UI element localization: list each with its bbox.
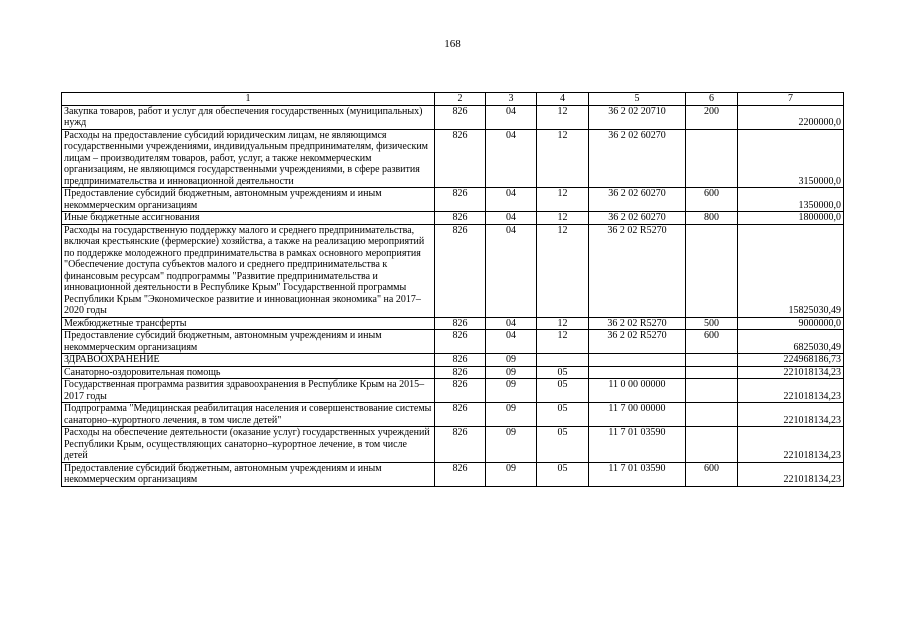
row-target-article-cell: 11 7 00 00000 (589, 403, 686, 427)
row-amount-cell: 3150000,0 (738, 129, 844, 188)
row-expense-type-cell (686, 224, 738, 317)
row-subsection-cell: 05 (537, 379, 589, 403)
row-amount-cell: 221018134,23 (738, 403, 844, 427)
row-target-article-cell: 36 2 02 20710 (589, 105, 686, 129)
row-name-cell: Иные бюджетные ассигнования (62, 212, 435, 225)
header-cell: 3 (486, 93, 537, 106)
row-name-cell: Предоставление субсидий бюджетным, автономным учреждениям и иным некоммерческим организациям (62, 330, 435, 354)
row-name-cell: Межбюджетные трансферты (62, 317, 435, 330)
row-name-cell: Государственная программа развития здравоохранения в Республике Крым на 2015–2017 годы (62, 379, 435, 403)
header-cell: 7 (738, 93, 844, 106)
row-subsection-cell: 05 (537, 366, 589, 379)
table-row (62, 379, 844, 403)
table-row (62, 330, 844, 354)
table-row (62, 403, 844, 427)
row-ved-cell: 826 (435, 105, 486, 129)
row-target-article-cell: 36 2 02 60270 (589, 129, 686, 188)
row-expense-type-cell (686, 379, 738, 403)
row-target-article-cell: 11 0 00 00000 (589, 379, 686, 403)
row-amount-cell: 221018134,23 (738, 462, 844, 486)
row-subsection-cell (537, 354, 589, 367)
row-expense-type-cell: 500 (686, 317, 738, 330)
row-subsection-cell: 12 (537, 105, 589, 129)
row-subsection-cell: 05 (537, 427, 589, 463)
row-expense-type-cell (686, 366, 738, 379)
row-section-cell: 09 (486, 366, 537, 379)
row-subsection-cell: 12 (537, 129, 589, 188)
row-name-cell: ЗДРАВООХРАНЕНИЕ (62, 354, 435, 367)
row-amount-cell: 6825030,49 (738, 330, 844, 354)
row-expense-type-cell (686, 354, 738, 367)
table-row (62, 188, 844, 212)
table-row (62, 129, 844, 188)
row-expense-type-cell (686, 403, 738, 427)
table-row (62, 354, 844, 367)
row-ved-cell: 826 (435, 212, 486, 225)
header-cell: 6 (686, 93, 738, 106)
row-target-article-cell: 11 7 01 03590 (589, 462, 686, 486)
row-name-cell: Санаторно-оздоровительная помощь (62, 366, 435, 379)
row-name-cell: Предоставление субсидий бюджетным, автономным учреждениям и иным некоммерческим организациям (62, 188, 435, 212)
row-expense-type-cell: 600 (686, 188, 738, 212)
table-row (62, 224, 844, 317)
table-row (62, 212, 844, 225)
row-target-article-cell: 36 2 02 R5270 (589, 317, 686, 330)
row-ved-cell: 826 (435, 403, 486, 427)
row-name-cell: Расходы на государственную поддержку малого и среднего предпринимательства, включая крестьянские (фермерские) хозяйства, а также на реализацию мероприятий по поддержке молодежного предпринимательства в рамках основного мероприятия "Обеспечение доступа субъектов малого и среднего предпринимательства к финансовым ресурсам" подпрограммы "Развитие предпринимательства и инновационной деятельности в Республике Крым" Государственной программы Республики Крым "Экономическое развитие и инновационная экономика" на 2017–2020 годы (62, 224, 435, 317)
page-number: 168 (444, 38, 461, 50)
row-expense-type-cell: 600 (686, 330, 738, 354)
row-expense-type-cell: 200 (686, 105, 738, 129)
header-cell: 5 (589, 93, 686, 106)
row-amount-cell: 9000000,0 (738, 317, 844, 330)
table-row (62, 317, 844, 330)
row-name-cell: Расходы на обеспечение деятельности (оказание услуг) государственных учреждений Республики Крым, осуществляющих санаторно–курортное лечение, в том числе детей (62, 427, 435, 463)
row-name-cell: Расходы на предоставление субсидий юридическим лицам, не являющимся государственными учреждениями, индивидуальным предпринимателям, физическим лицам – производителям товаров, работ, услуг, а также некоммерческим организациям, не являющимся государственными учреждениями, в сфере развития предпринимательства и инновационной деятельности (62, 129, 435, 188)
row-amount-cell: 221018134,23 (738, 427, 844, 463)
row-section-cell: 09 (486, 403, 537, 427)
row-ved-cell: 826 (435, 188, 486, 212)
row-subsection-cell: 12 (537, 330, 589, 354)
header-cell: 2 (435, 93, 486, 106)
row-section-cell: 04 (486, 317, 537, 330)
row-ved-cell: 826 (435, 330, 486, 354)
row-section-cell: 04 (486, 129, 537, 188)
row-target-article-cell: 11 7 01 03590 (589, 427, 686, 463)
budget-table (61, 92, 844, 487)
row-expense-type-cell: 800 (686, 212, 738, 225)
row-expense-type-cell: 600 (686, 462, 738, 486)
row-section-cell: 04 (486, 330, 537, 354)
row-name-cell: Закупка товаров, работ и услуг для обеспечения государственных (муниципальных) нужд (62, 105, 435, 129)
table-row (62, 366, 844, 379)
header-cell: 4 (537, 93, 589, 106)
row-name-cell: Предоставление субсидий бюджетным, автономным учреждениям и иным некоммерческим организациям (62, 462, 435, 486)
row-target-article-cell: 36 2 02 R5270 (589, 224, 686, 317)
row-section-cell: 04 (486, 212, 537, 225)
row-section-cell: 09 (486, 462, 537, 486)
row-section-cell: 09 (486, 427, 537, 463)
row-ved-cell: 826 (435, 354, 486, 367)
row-target-article-cell (589, 354, 686, 367)
row-amount-cell: 1350000,0 (738, 188, 844, 212)
row-amount-cell: 1800000,0 (738, 212, 844, 225)
row-subsection-cell: 12 (537, 317, 589, 330)
table-row (62, 462, 844, 486)
row-ved-cell: 826 (435, 427, 486, 463)
row-section-cell: 04 (486, 224, 537, 317)
table-row (62, 105, 844, 129)
row-amount-cell: 2200000,0 (738, 105, 844, 129)
header-row (62, 93, 844, 106)
row-subsection-cell: 12 (537, 212, 589, 225)
row-amount-cell: 224968186,73 (738, 354, 844, 367)
row-subsection-cell: 05 (537, 462, 589, 486)
row-subsection-cell: 05 (537, 403, 589, 427)
row-section-cell: 09 (486, 379, 537, 403)
row-ved-cell: 826 (435, 129, 486, 188)
row-subsection-cell: 12 (537, 224, 589, 317)
row-target-article-cell: 36 2 02 60270 (589, 212, 686, 225)
row-expense-type-cell (686, 427, 738, 463)
row-ved-cell: 826 (435, 366, 486, 379)
row-ved-cell: 826 (435, 317, 486, 330)
row-target-article-cell: 36 2 02 R5270 (589, 330, 686, 354)
row-target-article-cell: 36 2 02 60270 (589, 188, 686, 212)
row-amount-cell: 221018134,23 (738, 366, 844, 379)
row-section-cell: 04 (486, 188, 537, 212)
row-name-cell: Подпрограмма "Медицинская реабилитация населения и совершенствование системы санаторно–курортного лечения, в том числе детей" (62, 403, 435, 427)
row-ved-cell: 826 (435, 379, 486, 403)
row-amount-cell: 221018134,23 (738, 379, 844, 403)
row-target-article-cell (589, 366, 686, 379)
row-ved-cell: 826 (435, 462, 486, 486)
row-expense-type-cell (686, 129, 738, 188)
header-cell: 1 (62, 93, 435, 106)
row-subsection-cell: 12 (537, 188, 589, 212)
row-section-cell: 04 (486, 105, 537, 129)
row-ved-cell: 826 (435, 224, 486, 317)
row-amount-cell: 15825030,49 (738, 224, 844, 317)
table-row (62, 427, 844, 463)
row-section-cell: 09 (486, 354, 537, 367)
